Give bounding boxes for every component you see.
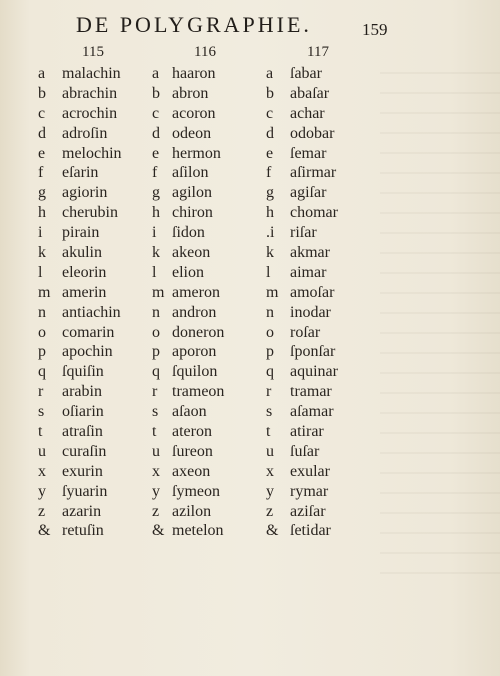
cipher-word-w1: acrochin xyxy=(62,104,118,122)
cipher-word-w3: chomar xyxy=(290,204,338,222)
cipher-word-w3: ſuſar xyxy=(290,442,320,460)
cipher-letter-l2: p xyxy=(152,343,160,361)
table-row xyxy=(0,144,500,164)
cipher-letter-l2: q xyxy=(152,363,160,381)
cipher-letter-l1: t xyxy=(38,423,43,441)
cipher-word-w2: hermon xyxy=(172,144,221,162)
cipher-letter-l1: d xyxy=(38,124,46,142)
cipher-word-w1: amerin xyxy=(62,283,107,301)
cipher-word-w3: ſemar xyxy=(290,144,327,162)
table-row xyxy=(0,462,500,482)
table-row xyxy=(0,223,500,243)
cipher-word-w2: ameron xyxy=(172,283,220,301)
cipher-word-w2: aſaon xyxy=(172,403,207,421)
table-row xyxy=(0,442,500,462)
cipher-letter-l1: q xyxy=(38,363,46,381)
cipher-letter-l3: a xyxy=(266,65,274,82)
cipher-word-w2: metelon xyxy=(172,522,224,540)
cipher-word-w1: malachin xyxy=(62,65,121,82)
table-row xyxy=(0,502,500,522)
cipher-word-w3: achar xyxy=(290,104,325,122)
running-head: DE POLYGRAPHIE. xyxy=(76,12,312,37)
cipher-word-w2: azilon xyxy=(172,502,212,520)
cipher-word-w3: aimar xyxy=(290,263,327,281)
cipher-letter-l3: y xyxy=(266,482,274,500)
cipher-letter-l1: f xyxy=(38,164,44,182)
cipher-letter-l3: x xyxy=(266,462,274,480)
table-row xyxy=(0,263,500,283)
cipher-word-w2: elion xyxy=(172,263,204,281)
cipher-word-w1: eleorin xyxy=(62,263,107,281)
cipher-letter-l2: & xyxy=(152,522,165,540)
cipher-letter-l1: u xyxy=(38,442,46,460)
table-row xyxy=(0,104,500,124)
cipher-word-w1: adroſin xyxy=(62,124,108,142)
cipher-letter-l2: k xyxy=(152,244,160,262)
cipher-word-w1: agiorin xyxy=(62,184,108,202)
cipher-word-w1: ſyuarin xyxy=(62,482,108,500)
cipher-word-w1: abrachin xyxy=(62,84,118,102)
cipher-letter-l2: g xyxy=(152,184,160,202)
cipher-letter-l3: c xyxy=(266,104,274,122)
table-row xyxy=(0,422,500,442)
cipher-letter-l2: s xyxy=(152,403,159,421)
cipher-letter-l1: i xyxy=(38,224,43,242)
table-row xyxy=(0,163,500,183)
cipher-word-w3: ſponſar xyxy=(290,343,336,361)
cipher-word-w3: aſirmar xyxy=(290,164,337,182)
cipher-word-w1: oſiarin xyxy=(62,403,104,421)
column-number-2: 116 xyxy=(194,44,216,60)
page-number: 159 xyxy=(362,20,388,39)
cipher-word-w2: aſilon xyxy=(172,164,209,182)
cipher-letter-l3: p xyxy=(266,343,274,361)
cipher-letter-l1: k xyxy=(38,244,46,262)
cipher-letter-l1: m xyxy=(38,283,51,301)
cipher-letter-l1: l xyxy=(38,263,43,281)
cipher-letter-l2: b xyxy=(152,84,160,102)
cipher-word-w3: ſetidar xyxy=(290,522,331,540)
cipher-letter-l1: & xyxy=(38,522,51,540)
cipher-word-w3: roſar xyxy=(290,323,321,341)
cipher-word-w1: retuſin xyxy=(62,522,104,540)
cipher-word-w1: atraſin xyxy=(62,423,103,441)
cipher-word-w3: akmar xyxy=(290,244,330,262)
cipher-letter-l1: s xyxy=(38,403,45,421)
cipher-word-w2: ateron xyxy=(172,423,212,441)
cipher-word-w2: andron xyxy=(172,303,217,321)
cipher-letter-l1: y xyxy=(38,482,46,500)
cipher-word-w2: axeon xyxy=(172,462,211,480)
cipher-word-w2: ſymeon xyxy=(172,482,220,500)
cipher-word-w2: chiron xyxy=(172,204,213,222)
cipher-word-w1: comarin xyxy=(62,323,115,341)
cipher-letter-l3: r xyxy=(266,383,272,401)
cipher-letter-l2: f xyxy=(152,164,158,182)
cipher-letter-l1: x xyxy=(38,462,46,480)
cipher-word-w3: abaſar xyxy=(290,84,330,102)
cipher-word-w2: akeon xyxy=(172,244,211,262)
cipher-letter-l3: g xyxy=(266,184,274,202)
cipher-word-w2: trameon xyxy=(172,383,225,401)
cipher-letter-l1: c xyxy=(38,104,46,122)
table-row xyxy=(0,283,500,303)
cipher-word-w3: aſamar xyxy=(290,403,334,421)
cipher-letter-l2: m xyxy=(152,283,165,301)
cipher-word-w1: melochin xyxy=(62,144,122,162)
column-number-3: 117 xyxy=(307,44,329,60)
cipher-letter-l3: d xyxy=(266,124,274,142)
table-row xyxy=(0,323,500,343)
cipher-word-w1: curaſin xyxy=(62,442,107,460)
cipher-letter-l1: n xyxy=(38,303,46,321)
cipher-letter-l3: s xyxy=(266,403,273,421)
cipher-letter-l2: x xyxy=(152,462,160,480)
cipher-word-w2: ſidon xyxy=(172,224,205,242)
cipher-word-w3: aziſar xyxy=(290,502,326,520)
cipher-word-w1: azarin xyxy=(62,502,102,520)
cipher-letter-l3: b xyxy=(266,84,274,102)
cipher-letter-l2: e xyxy=(152,144,160,162)
table-row xyxy=(0,203,500,223)
cipher-word-w3: riſar xyxy=(290,224,317,242)
cipher-letter-l2: i xyxy=(152,224,157,242)
cipher-word-w3: ſabar xyxy=(290,65,322,82)
cipher-letter-l3: k xyxy=(266,244,274,262)
table-row xyxy=(0,362,500,382)
table-row xyxy=(0,183,500,203)
cipher-letter-l3: & xyxy=(266,522,279,540)
cipher-letter-l2: a xyxy=(152,65,160,82)
cipher-letter-l3: f xyxy=(266,164,272,182)
table-row xyxy=(0,342,500,362)
cipher-letter-l3: u xyxy=(266,442,274,460)
cipher-word-w1: akulin xyxy=(62,244,102,262)
table-row xyxy=(0,303,500,323)
cipher-word-w2: ſureon xyxy=(172,442,213,460)
cipher-letter-l3: h xyxy=(266,204,274,222)
cipher-letter-l1: g xyxy=(38,184,46,202)
cipher-letter-l2: t xyxy=(152,423,157,441)
cipher-letter-l2: z xyxy=(152,502,160,520)
cipher-word-w2: odeon xyxy=(172,124,212,142)
cipher-word-w2: agilon xyxy=(172,184,212,202)
cipher-word-w3: aquinar xyxy=(290,363,338,381)
table-row xyxy=(0,124,500,144)
cipher-letter-l1: r xyxy=(38,383,44,401)
cipher-letter-l2: n xyxy=(152,303,160,321)
cipher-letter-l2: y xyxy=(152,482,160,500)
cipher-letter-l3: n xyxy=(266,303,274,321)
cipher-letter-l3: e xyxy=(266,144,274,162)
cipher-letter-l1: o xyxy=(38,323,46,341)
cipher-word-w3: amoſar xyxy=(290,283,335,301)
cipher-letter-l3: .i xyxy=(266,224,275,242)
cipher-word-w2: acoron xyxy=(172,104,216,122)
table-row xyxy=(0,382,500,402)
cipher-word-w2: doneron xyxy=(172,323,225,341)
cipher-letter-l3: o xyxy=(266,323,274,341)
cipher-word-w2: ſquilon xyxy=(172,363,218,381)
cipher-letter-l3: l xyxy=(266,263,271,281)
cipher-word-w3: rymar xyxy=(290,482,329,500)
cipher-word-w1: antiachin xyxy=(62,303,121,321)
cipher-letter-l2: u xyxy=(152,442,160,460)
cipher-word-w1: cherubin xyxy=(62,204,118,222)
cipher-letter-l1: a xyxy=(38,65,46,82)
cipher-letter-l2: d xyxy=(152,124,160,142)
cipher-word-w1: apochin xyxy=(62,343,113,361)
cipher-letter-l2: l xyxy=(152,263,157,281)
cipher-word-w2: haaron xyxy=(172,65,216,82)
cipher-letter-l3: z xyxy=(266,502,274,520)
cipher-letter-l2: c xyxy=(152,104,160,122)
cipher-letter-l1: b xyxy=(38,84,46,102)
cipher-word-w2: abron xyxy=(172,84,209,102)
table-row xyxy=(0,521,500,541)
cipher-word-w1: eſarin xyxy=(62,164,99,182)
cipher-letter-l2: r xyxy=(152,383,158,401)
cipher-letter-l1: e xyxy=(38,144,46,162)
cipher-table xyxy=(0,64,500,541)
cipher-letter-l2: h xyxy=(152,204,160,222)
cipher-letter-l3: m xyxy=(266,283,279,301)
table-row xyxy=(0,482,500,502)
cipher-letter-l3: t xyxy=(266,423,271,441)
cipher-word-w2: aporon xyxy=(172,343,217,361)
cipher-letter-l2: o xyxy=(152,323,160,341)
cipher-letter-l1: p xyxy=(38,343,46,361)
cipher-word-w1: exurin xyxy=(62,462,103,480)
cipher-word-w1: arabin xyxy=(62,383,102,401)
cipher-letter-l1: z xyxy=(38,502,46,520)
table-row xyxy=(0,243,500,263)
table-row xyxy=(0,64,500,84)
cipher-word-w3: inodar xyxy=(290,303,331,321)
cipher-word-w3: atirar xyxy=(290,423,324,441)
table-row xyxy=(0,84,500,104)
cipher-letter-l3: q xyxy=(266,363,274,381)
table-row xyxy=(0,402,500,422)
cipher-word-w3: tramar xyxy=(290,383,332,401)
column-number-1: 115 xyxy=(82,44,104,60)
cipher-word-w3: exular xyxy=(290,462,330,480)
cipher-letter-l1: h xyxy=(38,204,46,222)
cipher-word-w1: pirain xyxy=(62,224,100,242)
cipher-word-w1: ſquiſin xyxy=(62,363,104,381)
cipher-word-w3: agiſar xyxy=(290,184,327,202)
cipher-word-w3: odobar xyxy=(290,124,335,142)
